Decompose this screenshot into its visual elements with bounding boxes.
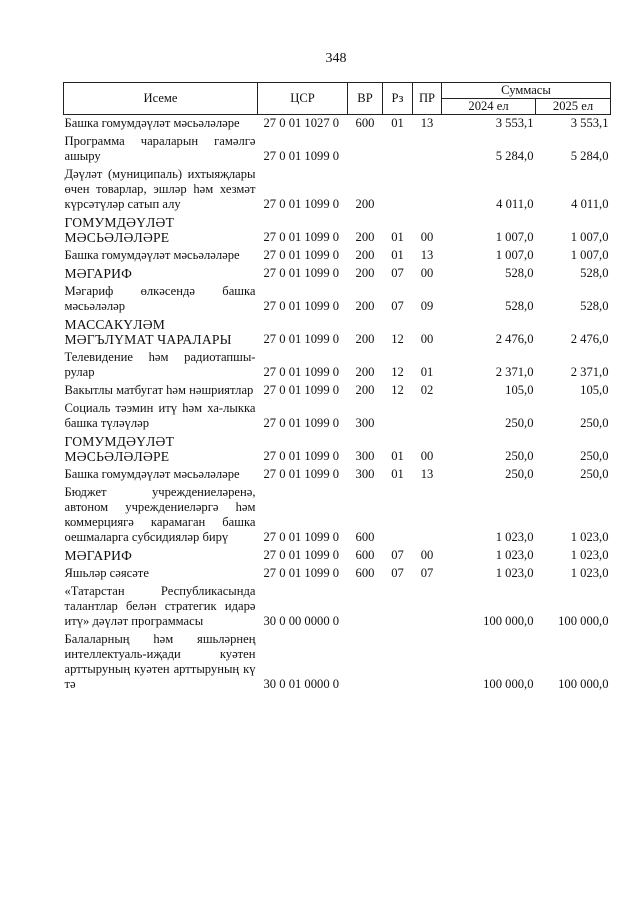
row-csr: 27 0 01 1099 0 bbox=[263, 149, 340, 163]
table-row bbox=[64, 484, 611, 547]
row-vr: 200 bbox=[355, 197, 375, 211]
table-row bbox=[64, 133, 611, 166]
row-rz: 07 bbox=[391, 566, 404, 580]
row-rz: 01 bbox=[391, 467, 404, 481]
table-row bbox=[64, 400, 611, 433]
table-row bbox=[64, 349, 611, 382]
row-name: Балаларның һәм яшьләрнең интеллектуаль-иҗади куәтен арттыруның куәтен арттыруның кү тә bbox=[64, 632, 256, 691]
row-sum-2025: 4 011,0 bbox=[571, 197, 609, 211]
row-csr: 27 0 01 1027 0 bbox=[263, 116, 340, 130]
table-row bbox=[64, 265, 611, 283]
row-sum-2024: 250,0 bbox=[505, 467, 534, 481]
row-pr bbox=[413, 133, 442, 166]
row-pr: 07 bbox=[420, 566, 434, 580]
row-vr: 300 bbox=[355, 416, 375, 430]
row-pr bbox=[413, 166, 442, 214]
row-name: МӘГАРИФ bbox=[64, 548, 133, 563]
row-csr: 27 0 01 1099 0 bbox=[263, 548, 340, 562]
row-rz bbox=[383, 484, 413, 547]
row-sum-2025: 1 023,0 bbox=[570, 566, 609, 580]
row-pr: 00 bbox=[420, 230, 434, 244]
table-row bbox=[64, 166, 611, 214]
row-sum-2025: 100 000,0 bbox=[558, 614, 609, 628]
row-sum-2024: 5 284,0 bbox=[495, 149, 534, 163]
row-sum-2024: 2 371,0 bbox=[495, 365, 534, 379]
table-row bbox=[64, 466, 611, 484]
row-name: Социаль тәэмин итү һәм ха-лыкка башка түләүләр bbox=[64, 401, 256, 430]
row-sum-2025: 105,0 bbox=[580, 383, 609, 397]
table-row bbox=[64, 283, 611, 316]
row-sum-2024: 105,0 bbox=[505, 383, 534, 397]
row-pr bbox=[413, 484, 442, 547]
row-rz: 07 bbox=[391, 548, 404, 562]
row-vr: 200 bbox=[355, 266, 375, 280]
row-name: Вакытлы матбугат һәм нәшриятлар bbox=[64, 383, 254, 397]
row-sum-2025: 528,0 bbox=[580, 299, 609, 313]
row-sum-2024: 250,0 bbox=[505, 449, 534, 463]
row-sum-2024: 100 000,0 bbox=[483, 614, 534, 628]
table-row bbox=[64, 547, 611, 565]
table-row bbox=[64, 631, 611, 694]
row-pr: 00 bbox=[420, 332, 434, 346]
row-pr bbox=[413, 631, 442, 694]
row-csr: 27 0 01 1099 0 bbox=[263, 383, 340, 397]
row-vr: 200 bbox=[355, 299, 375, 313]
row-sum-2025: 528,0 bbox=[580, 266, 609, 280]
header-year-2024: 2024 ел bbox=[442, 99, 536, 115]
row-vr: 300 bbox=[355, 449, 375, 463]
row-csr: 27 0 01 1099 0 bbox=[263, 449, 340, 463]
row-csr: 30 0 01 0000 0 bbox=[263, 677, 340, 691]
header-year-2025: 2025 ел bbox=[536, 99, 611, 115]
budget-table bbox=[63, 82, 611, 694]
row-rz bbox=[383, 400, 413, 433]
row-pr: 09 bbox=[420, 299, 434, 313]
row-name: Башка гомумдәүләт мәсьәләләре bbox=[64, 467, 240, 481]
row-pr: 00 bbox=[420, 548, 434, 562]
row-csr: 27 0 01 1099 0 bbox=[263, 197, 340, 211]
row-sum-2025: 100 000,0 bbox=[558, 677, 609, 691]
row-csr: 27 0 01 1099 0 bbox=[263, 332, 340, 346]
row-sum-2025: 250,0 bbox=[580, 449, 609, 463]
row-rz: 12 bbox=[391, 365, 404, 379]
row-vr bbox=[348, 583, 383, 631]
row-sum-2024: 2 476,0 bbox=[495, 332, 534, 346]
row-sum-2025: 250,0 bbox=[580, 416, 609, 430]
header-vr: ВР bbox=[348, 83, 383, 115]
header-pr: ПР bbox=[413, 83, 442, 115]
row-vr: 200 bbox=[355, 365, 375, 379]
row-sum-2025: 5 284,0 bbox=[570, 149, 609, 163]
row-csr: 27 0 01 1099 0 bbox=[263, 248, 340, 262]
row-csr: 27 0 01 1099 0 bbox=[263, 266, 340, 280]
row-name: МАССАКҮЛӘМ МӘГЪЛҮМАТ ЧАРАЛАРЫ bbox=[64, 317, 232, 347]
row-sum-2024: 1 023,0 bbox=[495, 566, 534, 580]
row-rz bbox=[383, 166, 413, 214]
row-name: Телевидение һәм радиотапшы-рулар bbox=[64, 350, 256, 379]
row-name: ГОМУМДӘҮЛӘТ МӘСЬӘЛӘЛӘРЕ bbox=[64, 434, 175, 464]
row-sum-2024: 528,0 bbox=[505, 266, 534, 280]
row-vr: 200 bbox=[355, 230, 375, 244]
row-vr: 600 bbox=[355, 566, 375, 580]
row-vr: 600 bbox=[355, 548, 375, 562]
row-sum-2024: 528,0 bbox=[505, 299, 534, 313]
row-vr: 300 bbox=[355, 467, 375, 481]
row-rz: 12 bbox=[391, 383, 404, 397]
row-sum-2024: 1 007,0 bbox=[495, 230, 534, 244]
row-pr: 00 bbox=[420, 266, 434, 280]
row-csr: 27 0 01 1099 0 bbox=[263, 416, 340, 430]
table-row bbox=[64, 247, 611, 265]
table-row bbox=[64, 316, 611, 349]
row-name: ГОМУМДӘҮЛӘТ МӘСЬӘЛӘЛӘРЕ bbox=[64, 215, 175, 245]
row-csr: 27 0 01 1099 0 bbox=[263, 566, 340, 580]
row-name: «Татарстан Республикасында талантлар белән стратегик идарә итү» дәүләт программасы bbox=[64, 584, 256, 628]
row-rz: 07 bbox=[391, 299, 404, 313]
row-rz bbox=[383, 583, 413, 631]
header-csr: ЦСР bbox=[258, 83, 348, 115]
row-sum-2024: 1 023,0 bbox=[495, 548, 534, 562]
row-pr: 01 bbox=[420, 365, 434, 379]
row-name: Башка гомумдәүләт мәсьәләләре bbox=[64, 116, 240, 130]
row-sum-2025: 3 553,1 bbox=[570, 116, 609, 130]
row-sum-2025: 250,0 bbox=[580, 467, 609, 481]
row-sum-2024: 250,0 bbox=[505, 416, 534, 430]
row-rz: 01 bbox=[391, 449, 404, 463]
row-csr: 27 0 01 1099 0 bbox=[263, 530, 340, 544]
row-rz: 01 bbox=[391, 248, 404, 262]
table-body bbox=[64, 115, 611, 695]
row-name: Программа чараларын гамәлгә ашыру bbox=[64, 134, 256, 163]
row-vr bbox=[348, 133, 383, 166]
row-name: Мәгариф өлкәсендә башка мәсьәләләр bbox=[64, 284, 256, 313]
row-rz: 01 bbox=[391, 230, 404, 244]
table-row bbox=[64, 115, 611, 134]
row-csr: 27 0 01 1099 0 bbox=[263, 467, 340, 481]
row-rz: 12 bbox=[391, 332, 404, 346]
row-sum-2024: 1 023,0 bbox=[495, 530, 534, 544]
header-name: Исеме bbox=[64, 83, 258, 115]
row-pr: 02 bbox=[420, 383, 434, 397]
row-sum-2025: 1 007,0 bbox=[570, 230, 609, 244]
row-rz: 01 bbox=[391, 116, 404, 130]
row-name: Башка гомумдәүләт мәсьәләләре bbox=[64, 248, 240, 262]
row-sum-2025: 1 007,0 bbox=[570, 248, 609, 262]
header-rz: Рз bbox=[383, 83, 413, 115]
row-rz: 07 bbox=[391, 266, 404, 280]
row-sum-2024: 4 011,0 bbox=[496, 197, 534, 211]
row-rz bbox=[383, 133, 413, 166]
row-name: Яшьләр сәясәте bbox=[64, 566, 149, 580]
row-sum-2024: 3 553,1 bbox=[495, 116, 534, 130]
row-vr bbox=[348, 631, 383, 694]
page-number: 348 bbox=[325, 51, 347, 66]
row-vr: 600 bbox=[355, 530, 375, 544]
row-vr: 600 bbox=[355, 116, 375, 130]
row-csr: 27 0 01 1099 0 bbox=[263, 365, 340, 379]
table-row bbox=[64, 382, 611, 400]
table-row bbox=[64, 214, 611, 247]
row-pr bbox=[413, 583, 442, 631]
row-sum-2024: 1 007,0 bbox=[495, 248, 534, 262]
row-sum-2025: 2 371,0 bbox=[570, 365, 609, 379]
row-pr: 13 bbox=[420, 248, 434, 262]
row-sum-2024: 100 000,0 bbox=[483, 677, 534, 691]
row-pr: 00 bbox=[420, 449, 434, 463]
row-vr: 200 bbox=[355, 332, 375, 346]
row-vr: 200 bbox=[355, 383, 375, 397]
row-sum-2025: 2 476,0 bbox=[570, 332, 609, 346]
row-csr: 27 0 01 1099 0 bbox=[263, 299, 340, 313]
row-sum-2025: 1 023,0 bbox=[570, 530, 609, 544]
row-name: Дәүләт (муниципаль) ихтыяҗлары өчен товарлар, эшләр һәм хезмәт күрсәтүләр сатып алу bbox=[64, 167, 256, 211]
row-pr bbox=[413, 400, 442, 433]
row-name: Бюджет учреждениеләренә, автоном учреждениеләргә һәм коммерциягә карамаган башка оешмаларга субсидияләр бирү bbox=[64, 485, 256, 544]
row-pr: 13 bbox=[420, 116, 434, 130]
table-row bbox=[64, 583, 611, 631]
header-sums: Суммасы bbox=[442, 83, 611, 99]
row-vr: 200 bbox=[355, 248, 375, 262]
row-sum-2025: 1 023,0 bbox=[570, 548, 609, 562]
row-csr: 27 0 01 1099 0 bbox=[263, 230, 340, 244]
row-pr: 13 bbox=[420, 467, 434, 481]
row-name: МӘГАРИФ bbox=[64, 266, 133, 281]
table-row bbox=[64, 433, 611, 466]
table-row bbox=[64, 565, 611, 583]
row-rz bbox=[383, 631, 413, 694]
row-csr: 30 0 00 0000 0 bbox=[263, 614, 340, 628]
